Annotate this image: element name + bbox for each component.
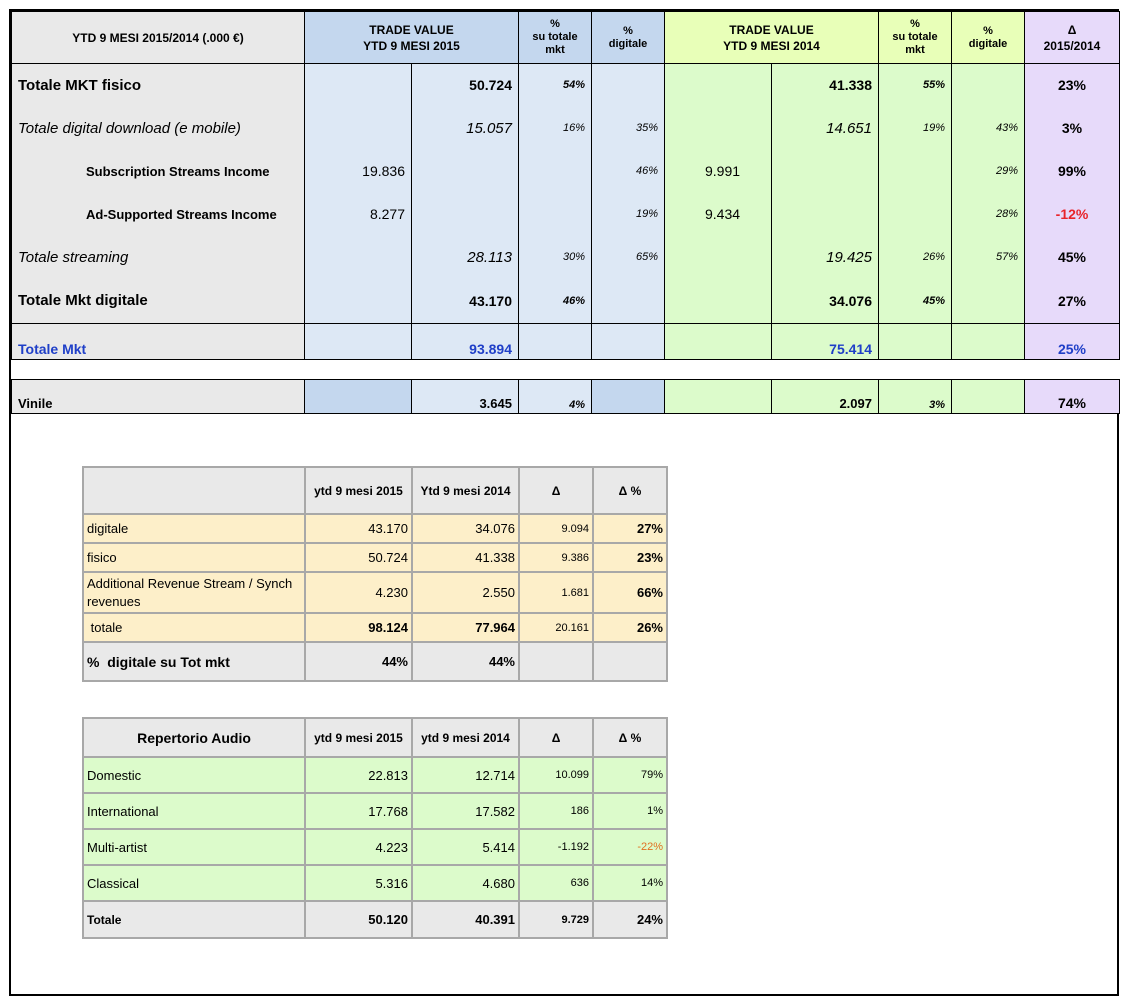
cell <box>519 642 593 681</box>
val-2015 <box>412 193 519 236</box>
delta: 45% <box>1025 236 1120 279</box>
table-row <box>83 793 667 829</box>
val-2014: 19.425 <box>772 236 879 279</box>
sub-2015 <box>305 279 412 324</box>
mkt-2015 <box>519 193 592 236</box>
val-2014 <box>772 193 879 236</box>
dig-2015 <box>592 64 665 107</box>
repertorio-header-cell: ytd 9 mesi 2015 <box>305 718 412 757</box>
table-row <box>12 64 1120 107</box>
cell: 5.414 <box>412 829 519 865</box>
cell: 186 <box>519 793 593 829</box>
vinile-label: Vinile <box>12 380 305 414</box>
dig-2015 <box>592 279 665 324</box>
summary-header-cell: ytd 9 mesi 2015 <box>305 467 412 514</box>
table-row <box>83 865 667 901</box>
cell: 50.120 <box>305 901 412 938</box>
cell: 23% <box>593 543 667 572</box>
pct-dig-2015-header: % digitale <box>592 12 665 64</box>
tv-2014-header: TRADE VALUE YTD 9 MESI 2014 <box>665 12 879 64</box>
sub-2015 <box>305 64 412 107</box>
sub-2014: 9.434 <box>665 193 772 236</box>
cell: 20.161 <box>519 613 593 642</box>
cell: 17.582 <box>412 793 519 829</box>
val-2015: 43.170 <box>412 279 519 324</box>
cell: 14% <box>593 865 667 901</box>
cell: 22.813 <box>305 757 412 793</box>
row-label: Classical <box>83 865 305 901</box>
cell: 2.550 <box>412 572 519 613</box>
cell: 9.386 <box>519 543 593 572</box>
cell: 50.724 <box>305 543 412 572</box>
table-row <box>83 757 667 793</box>
pct-mkt-2014-header: % su totale mkt <box>879 12 952 64</box>
table-row <box>83 613 667 642</box>
table-row <box>83 572 667 613</box>
val-2015: 28.113 <box>412 236 519 279</box>
cell: 4.680 <box>412 865 519 901</box>
tv-2015-header: TRADE VALUE YTD 9 MESI 2015 <box>305 12 519 64</box>
table-row <box>12 193 1120 236</box>
row-label: Ad-Supported Streams Income <box>12 193 305 236</box>
row-label: Multi-artist <box>83 829 305 865</box>
period-header: YTD 9 MESI 2015/2014 (.000 €) <box>12 12 305 64</box>
repertorio-header-cell: ytd 9 mesi 2014 <box>412 718 519 757</box>
val-2015: 15.057 <box>412 107 519 150</box>
total-label: Totale Mkt <box>12 324 305 360</box>
cell: 43.170 <box>305 514 412 543</box>
sub-2014 <box>665 64 772 107</box>
cell: 98.124 <box>305 613 412 642</box>
sub-2014: 9.991 <box>665 150 772 193</box>
summary-header-cell: Δ <box>519 467 593 514</box>
cell: 26% <box>593 613 667 642</box>
mkt-2014 <box>879 150 952 193</box>
vinile-mkt-2014: 3% <box>879 380 952 414</box>
row-label: fisico <box>83 543 305 572</box>
dig-2014: 28% <box>952 193 1025 236</box>
vinile-2014: 2.097 <box>772 380 879 414</box>
cell: 41.338 <box>412 543 519 572</box>
dig-2014: 43% <box>952 107 1025 150</box>
mkt-2015: 16% <box>519 107 592 150</box>
table-row <box>83 543 667 572</box>
summary-footer <box>83 642 667 681</box>
cell: 44% <box>305 642 412 681</box>
cell <box>593 642 667 681</box>
dig-2015: 65% <box>592 236 665 279</box>
mkt-2014: 26% <box>879 236 952 279</box>
table-row <box>12 279 1120 324</box>
table-row <box>12 107 1120 150</box>
cell: 636 <box>519 865 593 901</box>
cell: 9.729 <box>519 901 593 938</box>
summary-header-cell: Δ % <box>593 467 667 514</box>
vinile-delta: 74% <box>1025 380 1120 414</box>
mkt-2014: 19% <box>879 107 952 150</box>
cell: 12.714 <box>412 757 519 793</box>
row-label: Totale MKT fisico <box>12 64 305 107</box>
row-label: Totale streaming <box>12 236 305 279</box>
vinile-mkt-2015: 4% <box>519 380 592 414</box>
cell: 40.391 <box>412 901 519 938</box>
cell: 79% <box>593 757 667 793</box>
table-row <box>12 236 1120 279</box>
repertorio-table <box>82 717 668 939</box>
row-label: Totale digital download (e mobile) <box>12 107 305 150</box>
val-2014: 14.651 <box>772 107 879 150</box>
row-label: International <box>83 793 305 829</box>
header-row <box>12 12 1120 64</box>
val-2015: 50.724 <box>412 64 519 107</box>
val-2014: 34.076 <box>772 279 879 324</box>
row-label: Domestic <box>83 757 305 793</box>
cell: 77.964 <box>412 613 519 642</box>
cell: 17.768 <box>305 793 412 829</box>
cell: 34.076 <box>412 514 519 543</box>
vinile-row <box>12 380 1120 414</box>
cell: 1% <box>593 793 667 829</box>
cell: 4.223 <box>305 829 412 865</box>
dig-2015: 46% <box>592 150 665 193</box>
summary-table <box>82 466 668 682</box>
sub-2015 <box>305 107 412 150</box>
total-delta: 25% <box>1025 324 1120 360</box>
sub-2015: 8.277 <box>305 193 412 236</box>
sub-2014 <box>665 279 772 324</box>
dig-2015: 35% <box>592 107 665 150</box>
mkt-2015: 46% <box>519 279 592 324</box>
cell: 5.316 <box>305 865 412 901</box>
table-row <box>83 829 667 865</box>
delta: -12% <box>1025 193 1120 236</box>
row-label: digitale <box>83 514 305 543</box>
delta: 3% <box>1025 107 1120 150</box>
trade-value-table <box>11 11 1120 414</box>
total-2014: 75.414 <box>772 324 879 360</box>
dig-2014 <box>952 64 1025 107</box>
delta: 99% <box>1025 150 1120 193</box>
mkt-2015: 54% <box>519 64 592 107</box>
pct-mkt-2015-header: % su totale mkt <box>519 12 592 64</box>
pct-dig-2014-header: % digitale <box>952 12 1025 64</box>
table-row <box>12 150 1120 193</box>
val-2014: 41.338 <box>772 64 879 107</box>
cell: 4.230 <box>305 572 412 613</box>
dig-2014: 57% <box>952 236 1025 279</box>
sub-2015 <box>305 236 412 279</box>
repertorio-header <box>83 718 667 757</box>
val-2014 <box>772 150 879 193</box>
val-2015 <box>412 150 519 193</box>
table-row <box>83 514 667 543</box>
mkt-2015: 30% <box>519 236 592 279</box>
cell: -22% <box>593 829 667 865</box>
delta: 23% <box>1025 64 1120 107</box>
spreadsheet <box>9 9 1119 996</box>
row-label: % digitale su Tot mkt <box>83 642 305 681</box>
mkt-2014: 45% <box>879 279 952 324</box>
repertorio-header-cell: Δ <box>519 718 593 757</box>
row-label: Additional Revenue Stream / Synch revenues <box>83 572 305 613</box>
cell: -1.192 <box>519 829 593 865</box>
row-label: Subscription Streams Income <box>12 150 305 193</box>
cell: 27% <box>593 514 667 543</box>
dig-2014: 29% <box>952 150 1025 193</box>
cell: 66% <box>593 572 667 613</box>
total-2015: 93.894 <box>412 324 519 360</box>
mkt-2014: 55% <box>879 64 952 107</box>
sub-2014 <box>665 236 772 279</box>
dig-2015: 19% <box>592 193 665 236</box>
cell: 44% <box>412 642 519 681</box>
repertorio-footer <box>83 901 667 938</box>
summary-header-cell: Ytd 9 mesi 2014 <box>412 467 519 514</box>
delta-header: Δ 2015/2014 <box>1025 12 1120 64</box>
sub-2015: 19.836 <box>305 150 412 193</box>
summary-header-cell <box>83 467 305 514</box>
cell: 10.099 <box>519 757 593 793</box>
total-row <box>12 324 1120 360</box>
dig-2014 <box>952 279 1025 324</box>
repertorio-header-cell: Repertorio Audio <box>83 718 305 757</box>
delta: 27% <box>1025 279 1120 324</box>
sub-2014 <box>665 107 772 150</box>
mkt-2014 <box>879 193 952 236</box>
row-label: Totale <box>83 901 305 938</box>
repertorio-header-cell: Δ % <box>593 718 667 757</box>
cell: 1.681 <box>519 572 593 613</box>
cell: 9.094 <box>519 514 593 543</box>
summary-header <box>83 467 667 514</box>
row-label: Totale Mkt digitale <box>12 279 305 324</box>
row-label: totale <box>83 613 305 642</box>
cell: 24% <box>593 901 667 938</box>
vinile-2015: 3.645 <box>412 380 519 414</box>
mkt-2015 <box>519 150 592 193</box>
